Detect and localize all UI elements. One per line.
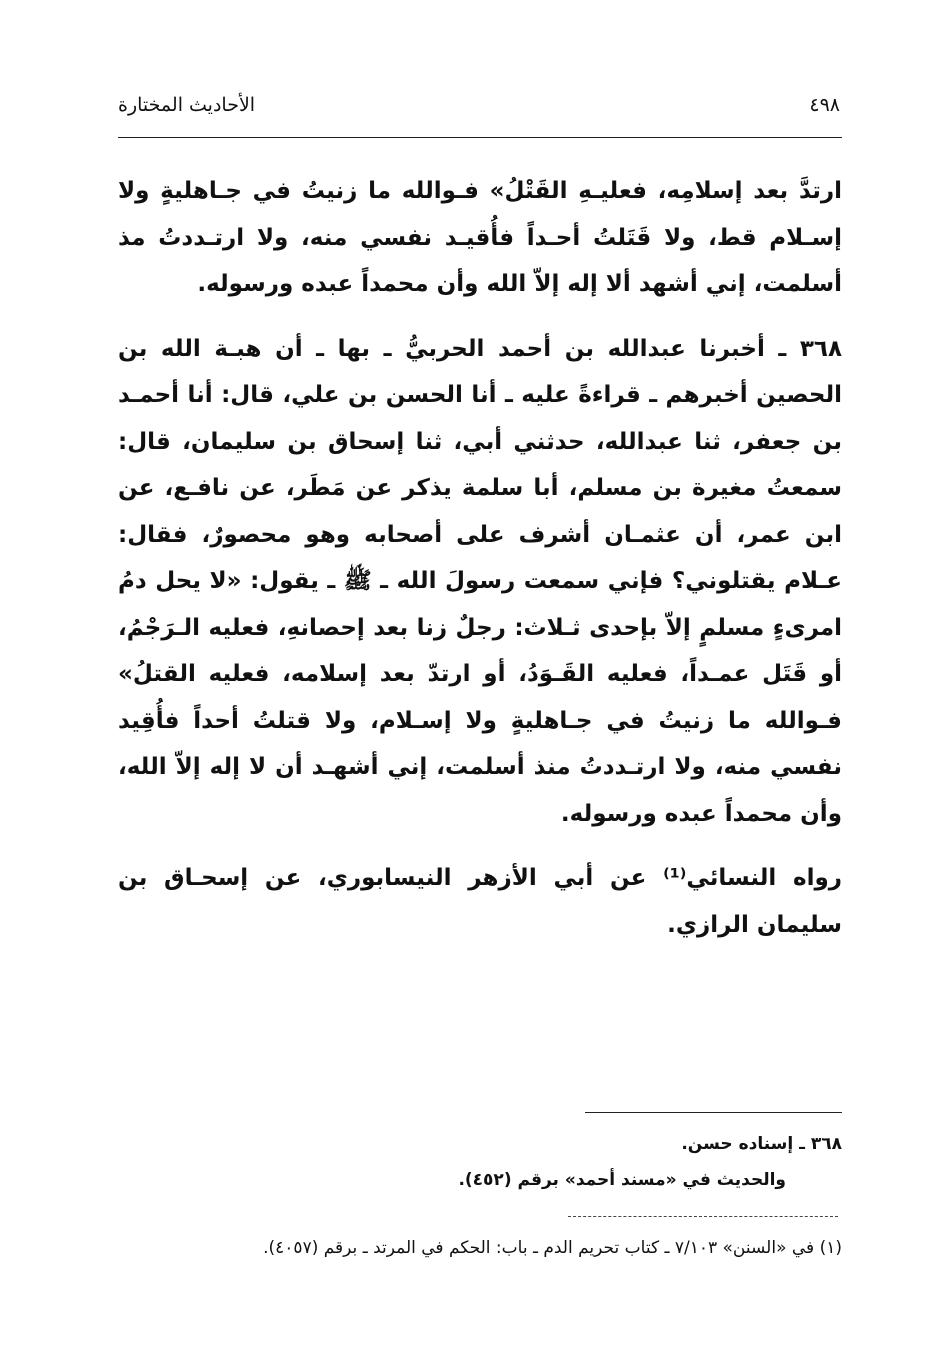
page-header: [118, 88, 840, 122]
header-rule: [118, 137, 842, 138]
page-number: ٤٩٨: [809, 94, 840, 116]
paragraph-source: رواه النسائي⁽¹⁾ عن أبي الأزهر النيسابوري، عن إسحـاق بن سليمان الرازي.: [118, 865, 842, 938]
book-title: الأحاديث المختارة: [118, 94, 256, 116]
footnote-sunan: (١) في «السنن» ٧/١٠٣ ـ كتاب تحريم الدم ـ باب: الحكم في المرتد ـ برقم (٤٠٥٧).: [263, 1238, 842, 1258]
footnote-dashed-rule: [568, 1216, 838, 1217]
paragraph-hadith-368: ٣٦٨ ـ أخبرنا عبدالله بن أحمد الحربيُّ ـ بها ـ أن هبـة الله بن الحصين أخبرهم ـ قراءةً عليه ـ أنا الحسن بن علي، قال: أنا أحمـد بن جعفر، ثنا عبدالله، حدثني أبي، ثنا إسحاق بن سليمان، قال: سمعتُ مغيرة بن مسلم، أبا سلمة يذكر عن مَطَر، عن نافـع، عن ابن عمر، أن عثمـان أشرف على أصحابه وهو محصورٌ، فقال: عـلام يقتلوني؟ فإني سمعت رسولَ الله ـ ﷺ ـ يقول: «لا يحل دمُ امرىءٍ مسلمٍ إلاّ بإحدى ثـلاث: رجلٌ زنا بعد إحصانهِ، فعليه الـرَجْمُ، أو قَتَل عمـداً، فعليه القَـوَدُ، أو ارتدّ بعد إسلامه، فعليه القتلُ» فـوالله ما زنيتُ في جـاهليةٍ ولا إسـلام، ولا قتلتُ أحداً فأُقِيد نفسي منه، ولا ارتـددتُ منذ أسلمت، إني أشهـد أن لا إله إلاّ الله، وأن محمداً عبده ورسوله.: [118, 335, 842, 827]
footnote-rule: [585, 1112, 842, 1113]
paragraph-continuation: ارتدَّ بعد إسلامِه، فعليـهِ القَتْلُ» فـوالله ما زنيتُ في جـاهليةٍ ولا إسـلام قط، ولا قَتَلتُ أحـداً فأُقيـد نفسي منه، ولا ارتـددتُ مذ أسلمت، إني أشهد ألا إله إلاّ الله وأن محمداً عبده ورسوله.: [118, 178, 842, 297]
main-text: [118, 168, 842, 948]
footnote-isnad: ٣٦٨ ـ إسناده حسن.: [681, 1134, 842, 1154]
footnote-musnad: والحديث في «مسند أحمد» برقم (٤٥٢).: [458, 1170, 786, 1190]
footnotes-editor: [118, 1126, 842, 1198]
